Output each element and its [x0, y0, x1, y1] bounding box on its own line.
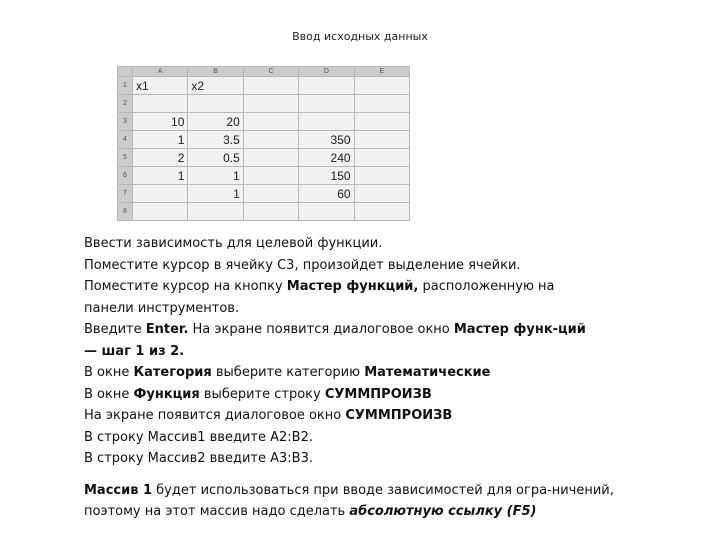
spreadsheet-table — [117, 66, 410, 221]
cell — [354, 131, 409, 149]
column-header-row — [118, 67, 410, 77]
cell — [354, 95, 409, 113]
cell — [243, 113, 298, 131]
row-header: 6 — [118, 167, 133, 185]
cell — [354, 185, 409, 203]
spreadsheet-image — [117, 66, 410, 216]
cell: 20 — [188, 113, 243, 131]
cell — [243, 95, 298, 113]
note-line: поэтому на этот массив надо сделать абсолютную ссылку (F5) — [84, 504, 537, 519]
row-header: 3 — [118, 113, 133, 131]
instruction-line: В окне Функция выберите строку СУММПРОИЗВ — [84, 386, 432, 402]
instruction-line: В строку Массив1 введите А2:В2. — [84, 429, 313, 445]
cell: 10 — [133, 113, 188, 131]
instruction-line: панели инструментов. — [84, 300, 240, 316]
cell: 1 — [133, 131, 188, 149]
table-row — [118, 203, 410, 221]
table-row — [118, 131, 410, 149]
cell — [354, 113, 409, 131]
cell — [299, 203, 354, 221]
cell: 1 — [188, 167, 243, 185]
column-header: C — [243, 67, 298, 77]
row-header: 2 — [118, 95, 133, 113]
cell — [243, 167, 298, 185]
instruction-line: Поместите курсор в ячейку С3, произойдет выделение ячейки. — [84, 257, 521, 273]
cell — [299, 95, 354, 113]
cell: x2 — [188, 77, 243, 95]
instruction-line: В окне Категория выберите категорию Математические — [84, 365, 491, 380]
cell: 3.5 — [188, 131, 243, 149]
row-header: 8 — [118, 203, 133, 221]
instruction-line: Ввести зависимость для целевой функции. — [84, 236, 383, 251]
table-row — [118, 77, 410, 95]
corner-cell — [118, 67, 133, 77]
cell — [354, 77, 409, 95]
cell: 0.5 — [188, 149, 243, 167]
cell — [133, 185, 188, 203]
cell: 1 — [188, 185, 243, 203]
instruction-line: Поместите курсор на кнопку Мастер функций, расположенную на — [84, 279, 555, 294]
row-header: 4 — [118, 131, 133, 149]
note-line: Массив 1 будет использоваться при вводе зависимостей для огра-ничений, — [84, 483, 614, 498]
cell — [243, 131, 298, 149]
cell — [133, 95, 188, 113]
cell — [243, 185, 298, 203]
cell — [299, 113, 354, 131]
instruction-line: На экране появится диалоговое окно СУММПРОИЗВ — [84, 408, 453, 423]
table-row — [118, 113, 410, 131]
cell: x1 — [133, 77, 188, 95]
column-header: B — [188, 67, 243, 77]
cell — [133, 203, 188, 221]
cell — [354, 203, 409, 221]
cell: 150 — [299, 167, 354, 185]
cell — [188, 95, 243, 113]
table-row — [118, 95, 410, 113]
row-header: 1 — [118, 77, 133, 95]
cell — [243, 77, 298, 95]
column-header: E — [354, 67, 409, 77]
note-text — [84, 480, 704, 522]
instruction-line: В строку Массив2 введите А3:В3. — [84, 451, 313, 466]
cell: 1 — [133, 167, 188, 185]
cell: 350 — [299, 131, 354, 149]
cell: 2 — [133, 149, 188, 167]
instruction-line: Введите Enter. На экране появится диалоговое окно Мастер функ-ций — [84, 322, 586, 337]
cell — [299, 77, 354, 95]
cell — [188, 203, 243, 221]
cell — [243, 203, 298, 221]
table-row — [118, 167, 410, 185]
column-header: D — [299, 67, 354, 77]
instructions-text — [84, 233, 704, 470]
column-header: A — [133, 67, 188, 77]
row-header: 7 — [118, 185, 133, 203]
table-row — [118, 185, 410, 203]
slide-title: Ввод исходных данных — [292, 30, 428, 43]
cell — [354, 167, 409, 185]
cell — [354, 149, 409, 167]
instruction-line: — шаг 1 из 2. — [84, 343, 185, 359]
cell: 60 — [299, 185, 354, 203]
row-header: 5 — [118, 149, 133, 167]
cell — [243, 149, 298, 167]
table-row — [118, 149, 410, 167]
cell: 240 — [299, 149, 354, 167]
